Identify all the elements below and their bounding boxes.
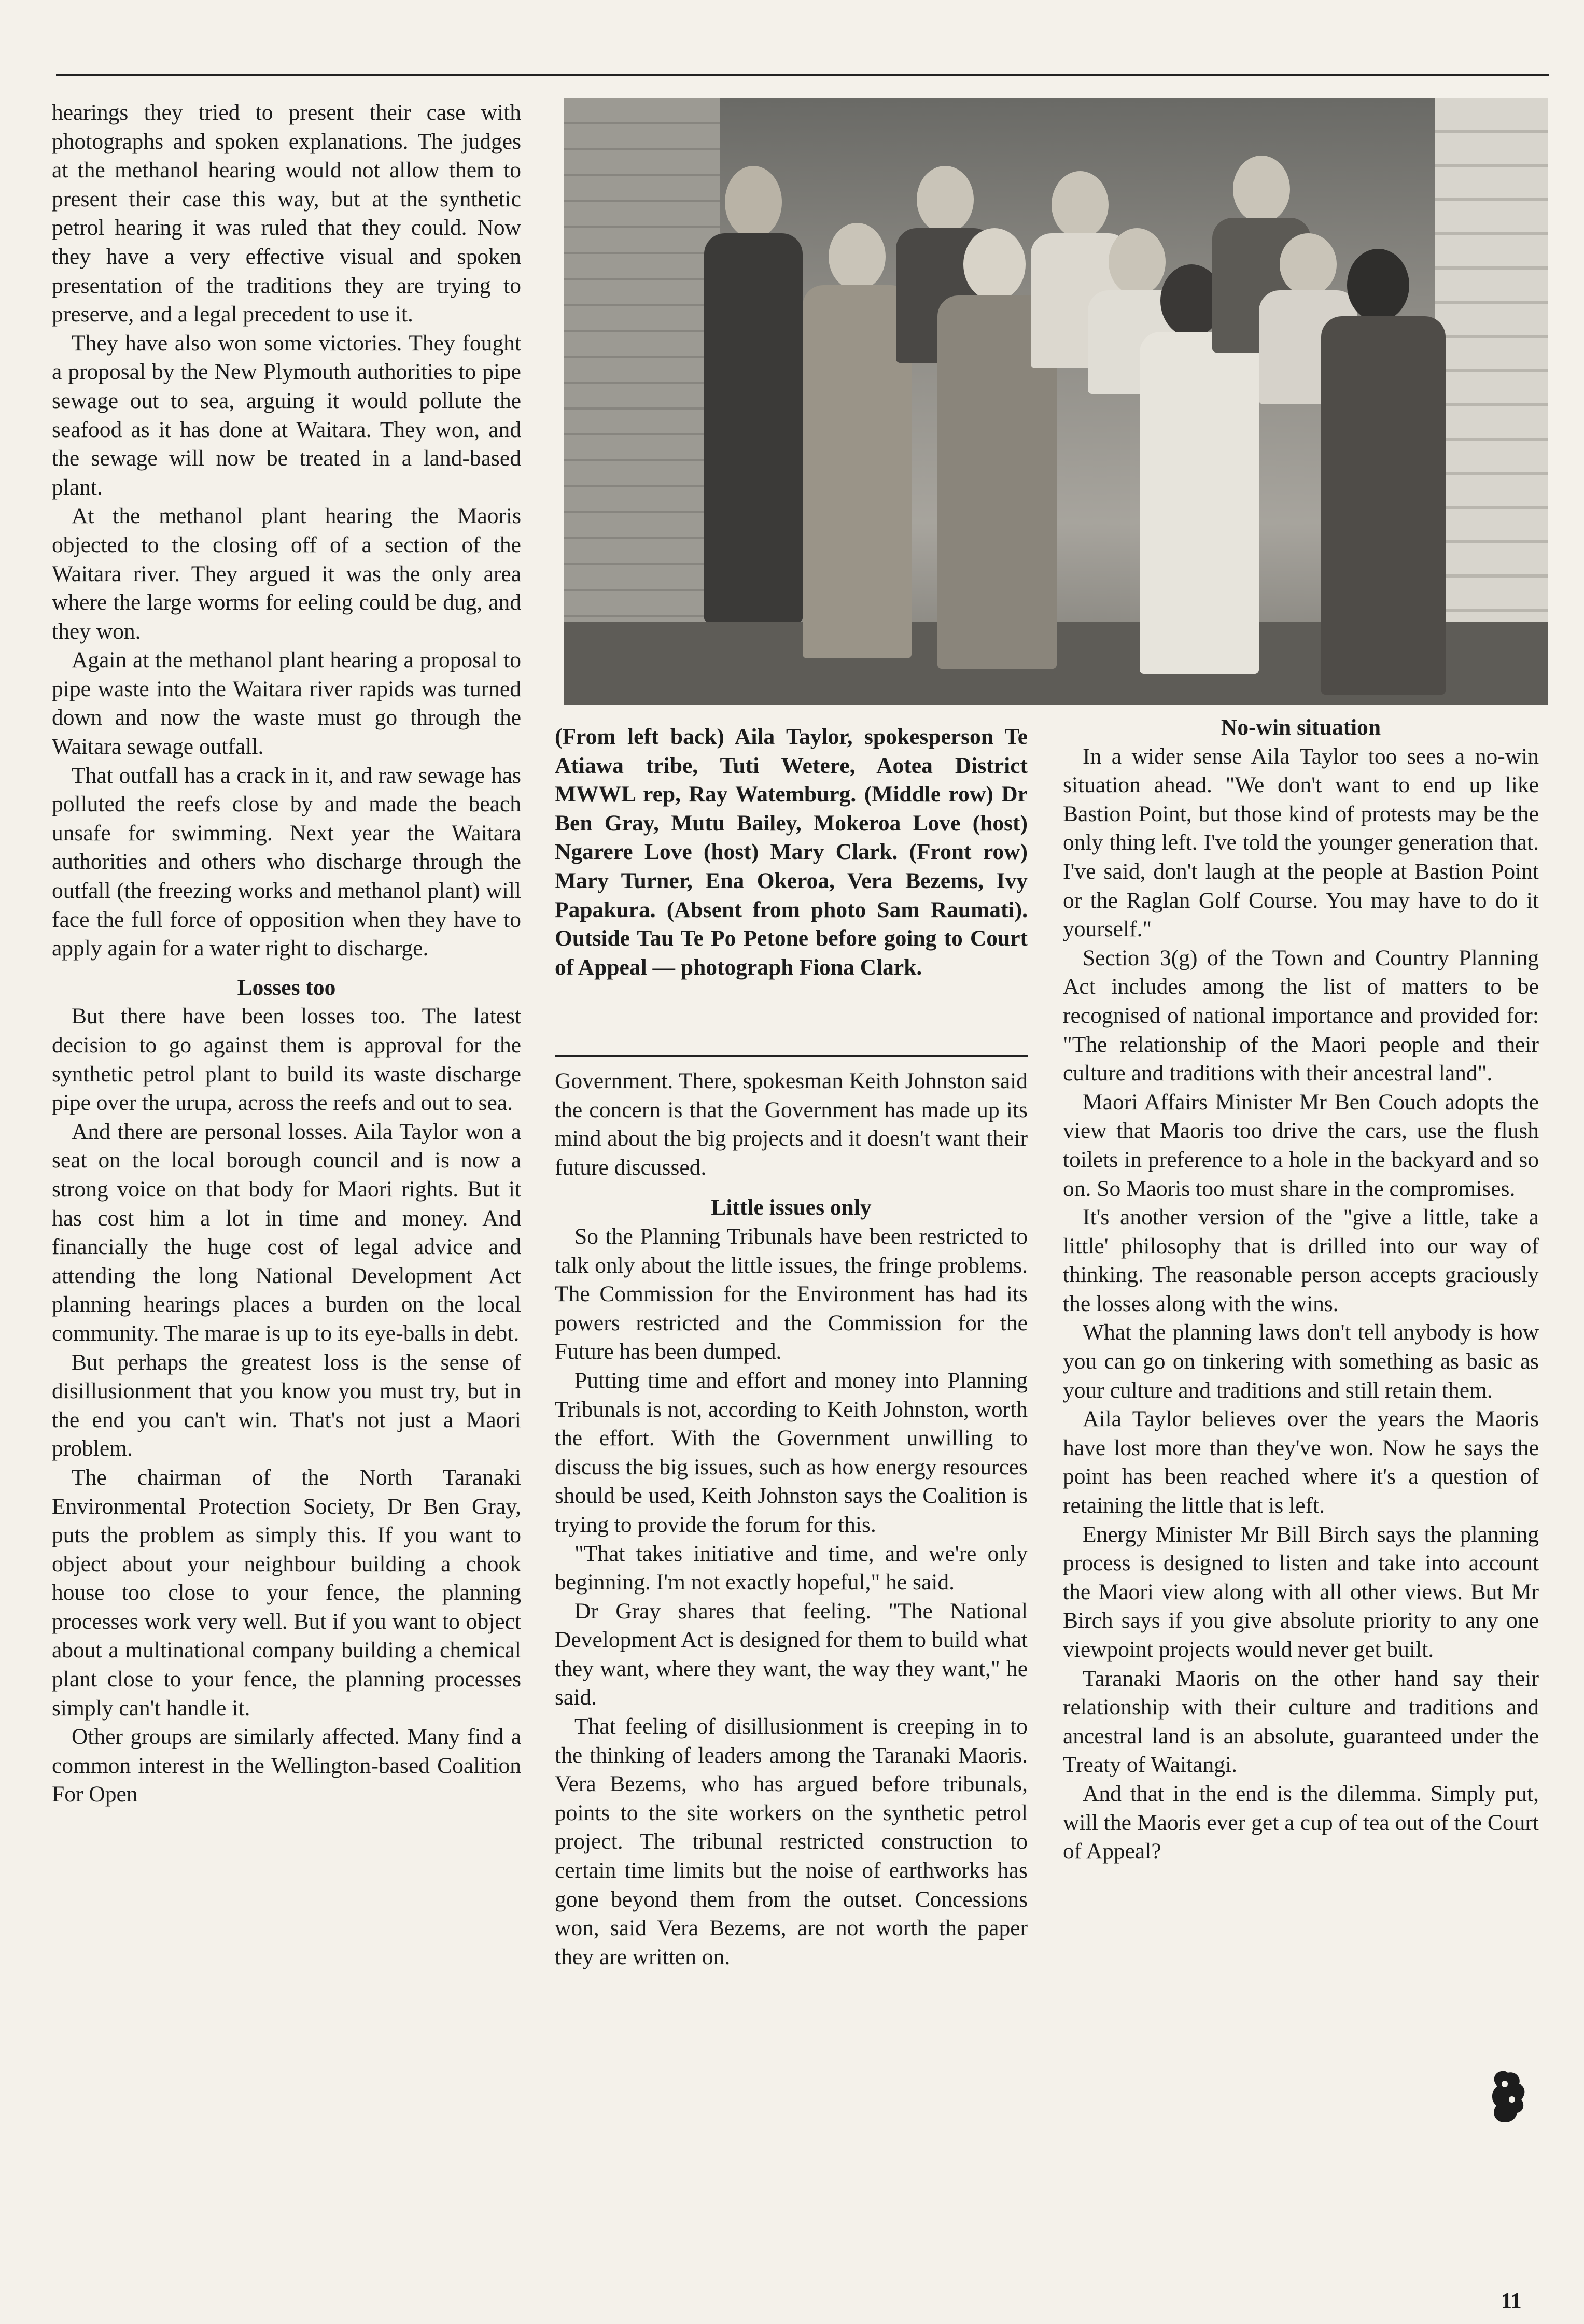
column-1 — [52, 98, 521, 1809]
section-heading-no-win-situation: No-win situation — [1221, 715, 1381, 740]
top-rule — [56, 74, 1549, 76]
caption-rule — [555, 1055, 1028, 1057]
page-number: 11 — [1501, 2289, 1522, 2313]
paragraph: That feeling of disillusionment is creeping in to the thinking of leaders among the Taranaki Maoris. Vera Bezems, who has argued before tribunals, points to the site workers on the synthetic petrol project. The tribunal restricted construction to certain time limits but the noise of earthworks has gone beyond them from the outset. Concessions won, said Vera Bezems, are not worth the paper they are written on. — [555, 1714, 1028, 1969]
paragraph: And that in the end is the dilemma. Simply put, will the Maoris ever get a cup of tea out of the Court of Appeal? — [1063, 1781, 1539, 1864]
paragraph: Section 3(g) of the Town and Country Planning Act includes among the list of matters to be recognised of national importance and provided for: "The relationship of the Maori people and their culture and traditions with their ancestral land". — [1063, 945, 1539, 1086]
paragraph: Government. There, spokesman Keith Johnston said the concern is that the Government has made up its mind about the big projects and it doesn't want their future discussed. — [555, 1068, 1028, 1180]
paragraph: Other groups are similarly affected. Many find a common interest in the Wellington-based Coalition For Open — [52, 1724, 521, 1807]
section-heading-little-issues-only: Little issues only — [711, 1195, 872, 1220]
paragraph: Taranaki Maoris on the other hand say their relationship with their culture and traditions and ancestral land is an absolute, guaranteed under the Treaty of Waitangi. — [1063, 1666, 1539, 1778]
paragraph: Aila Taylor believes over the years the Maoris have lost more than they've won. Now he says the point has been reached where it's a question of retaining the little that is left. — [1063, 1406, 1539, 1518]
paragraph: Again at the methanol plant hearing a proposal to pipe waste into the Waitara river rapids was turned down and now the waste must go through the Waitara sewage outfall. — [52, 647, 521, 759]
end-mark-icon — [1489, 2068, 1526, 2125]
paragraph: So the Planning Tribunals have been restricted to talk only about the little issues, the fringe problems. The Commission for the Environment has had its powers restricted and the Commission for the Future has been dumped. — [555, 1223, 1028, 1364]
paragraph: At the methanol plant hearing the Maoris objected to the closing off of a section of the Waitara river. They argued it was the only area where the large worms for eeling could be dug, and they won. — [52, 503, 521, 644]
column-3 — [1063, 713, 1539, 1866]
paragraph: Dr Gray shares that feeling. "The National Development Act is designed for them to build what they want, where they want, the way they want," he said. — [555, 1598, 1028, 1710]
paragraph: "That takes initiative and time, and we're only beginning. I'm not exactly hopeful," he said. — [555, 1541, 1028, 1595]
paragraph: Putting time and effort and money into Planning Tribunals is not, according to Keith Johnston, worth the effort. With the Government unwilling to discuss the big issues, such as how energy resources should be used, Keith Johnston says the Coalition is trying to provide the forum for this. — [555, 1368, 1028, 1537]
paragraph: The chairman of the North Taranaki Environmental Protection Society, Dr Ben Gray, puts the problem as simply this. If you want to object about your neighbour building a chook house too close to your fence, the planning processes work very well. But if you want to object about a multinational company building a chemical plant close to your fence, the planning processes simply can't handle it. — [52, 1464, 521, 1721]
section-heading-losses-too: Losses too — [237, 975, 336, 1000]
paragraph: In a wider sense Aila Taylor too sees a no-win situation ahead. "We don't want to end up like Bastion Point, but those kind of protests may be the only thing left. I've told the younger generation that. I've said, don't laugh at the people at Bastion Point or the Raglan Golf Course. You may have to do it yourself." — [1063, 743, 1539, 942]
paragraph: hearings they tried to present their case with photographs and spoken explanations. The judges at the methanol hearing would not allow them to present their case this way, but at the synthetic petrol hearing it was ruled that they could. Now they have a very effective visual and spoken presentation of the traditions they are trying to preserve, and a legal precedent to use it. — [52, 100, 521, 327]
paragraph: Maori Affairs Minister Mr Ben Couch adopts the view that Maoris too drive the cars, use the flush toilets in preference to a hole in the backyard and so on. So Maoris too must share in the compromises. — [1063, 1089, 1539, 1201]
paragraph: Energy Minister Mr Bill Birch says the planning process is designed to listen and take into account the Maori view along with all other views. But Mr Birch says if you give absolute priority to any one viewpoint projects would never get built. — [1063, 1522, 1539, 1662]
paragraph: It's another version of the "give a little, take a little' philosophy that is drilled into our way of thinking. The reasonable person accepts graciously the losses along with the wins. — [1063, 1205, 1539, 1316]
paragraph: And there are personal losses. Aila Taylor won a seat on the local borough council and is now a strong voice on that body for Maori rights. But it has cost him a lot in time and money. And financially the huge cost of legal advice and attending the long National Development Act planning hearings places a burden on the local community. The marae is up to its eye-balls in debt. — [52, 1119, 521, 1346]
paragraph: That outfall has a crack in it, and raw sewage has polluted the reefs close by and made the beach unsafe for swimming. Next year the Waitara authorities and others who discharge through the outfall (the freezing works and methanol plant) will face the full force of opposition when they have to apply again for a water right to discharge. — [52, 763, 521, 961]
paragraph: They have also won some victories. They fought a proposal by the New Plymouth authorities to pipe sewage out to sea, arguing it would pollute the seafood as it has done at Waitara. They won, and the sewage will now be treated in a land-based plant. — [52, 330, 521, 500]
paragraph: But there have been losses too. The latest decision to go against them is approval for the synthetic petrol plant to build its waste discharge pipe over the urupa, across the reefs and out to sea. — [52, 1004, 521, 1116]
group-photograph — [564, 98, 1548, 705]
paragraph: But perhaps the greatest loss is the sense of disillusionment that you know you must try, but in the end you can't win. That's not just a Maori problem. — [52, 1349, 521, 1461]
column-2 — [555, 1067, 1028, 1971]
paragraph: What the planning laws don't tell anybody is how you can go on tinkering with something as basic as your culture and traditions and still retain them. — [1063, 1320, 1539, 1403]
photo-caption: (From left back) Aila Taylor, spokesperson Te Atiawa tribe, Tuti Wetere, Aotea District MWWL rep, Ray Watemburg. (Middle row) Dr Ben Gray, Mutu Bailey, Mokeroa Love (host) Ngarere Love (host) Mary Clark. (Front row) Mary Turner, Ena Okeroa, Vera Bezems, Ivy Papakura. (Absent from photo Sam Raumati). Outside Tau Te Po Petone before going to Court of Appeal — photograph Fiona Clark. — [555, 724, 1028, 980]
